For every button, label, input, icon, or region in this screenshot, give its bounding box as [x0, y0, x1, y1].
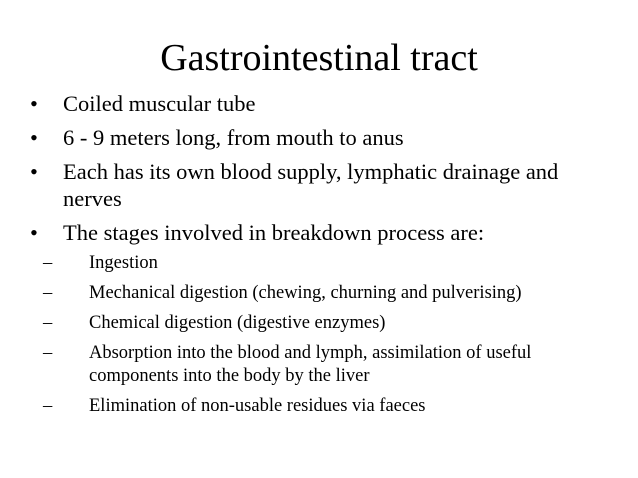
sub-bullet-item — [30, 282, 620, 305]
sub-bullet-text: Absorption into the blood and lymph, assimilation of useful components into the body by the liver — [89, 343, 532, 386]
sub-bullet-marker: – — [43, 313, 53, 333]
sub-bullet-list — [30, 252, 620, 418]
bullet-item — [30, 90, 620, 117]
sub-bullet-item — [30, 395, 620, 418]
sub-bullet-marker: – — [43, 396, 53, 416]
sub-bullet-text: Elimination of non-usable residues via faeces — [89, 396, 426, 416]
sub-bullet-text: Chemical digestion (digestive enzymes) — [89, 313, 386, 333]
sub-bullet-marker: – — [43, 283, 53, 303]
bullet-marker: • — [30, 159, 38, 184]
bullet-marker: • — [30, 125, 38, 150]
bullet-text: Coiled muscular tube — [63, 91, 256, 116]
bullet-text: The stages involved in breakdown process are: — [63, 220, 485, 245]
sub-bullet-item — [30, 342, 620, 388]
sub-bullet-text: Mechanical digestion (chewing, churning and pulverising) — [89, 283, 522, 303]
bullet-item — [30, 219, 620, 246]
bullet-marker: • — [30, 91, 38, 116]
bullet-item — [30, 124, 620, 151]
sub-bullet-marker: – — [43, 343, 53, 363]
slide-title: Gastrointestinal tract — [160, 37, 478, 79]
sub-bullet-item — [30, 252, 620, 275]
bullet-text: Each has its own blood supply, lymphatic drainage and nerves — [63, 159, 559, 211]
sub-bullet-item — [30, 312, 620, 335]
sub-bullet-marker: – — [43, 253, 53, 273]
sub-bullet-text: Ingestion — [89, 253, 158, 273]
bullet-marker: • — [30, 220, 38, 245]
bullet-list — [30, 90, 620, 425]
bullet-text: 6 - 9 meters long, from mouth to anus — [63, 125, 404, 150]
bullet-item — [30, 158, 620, 212]
